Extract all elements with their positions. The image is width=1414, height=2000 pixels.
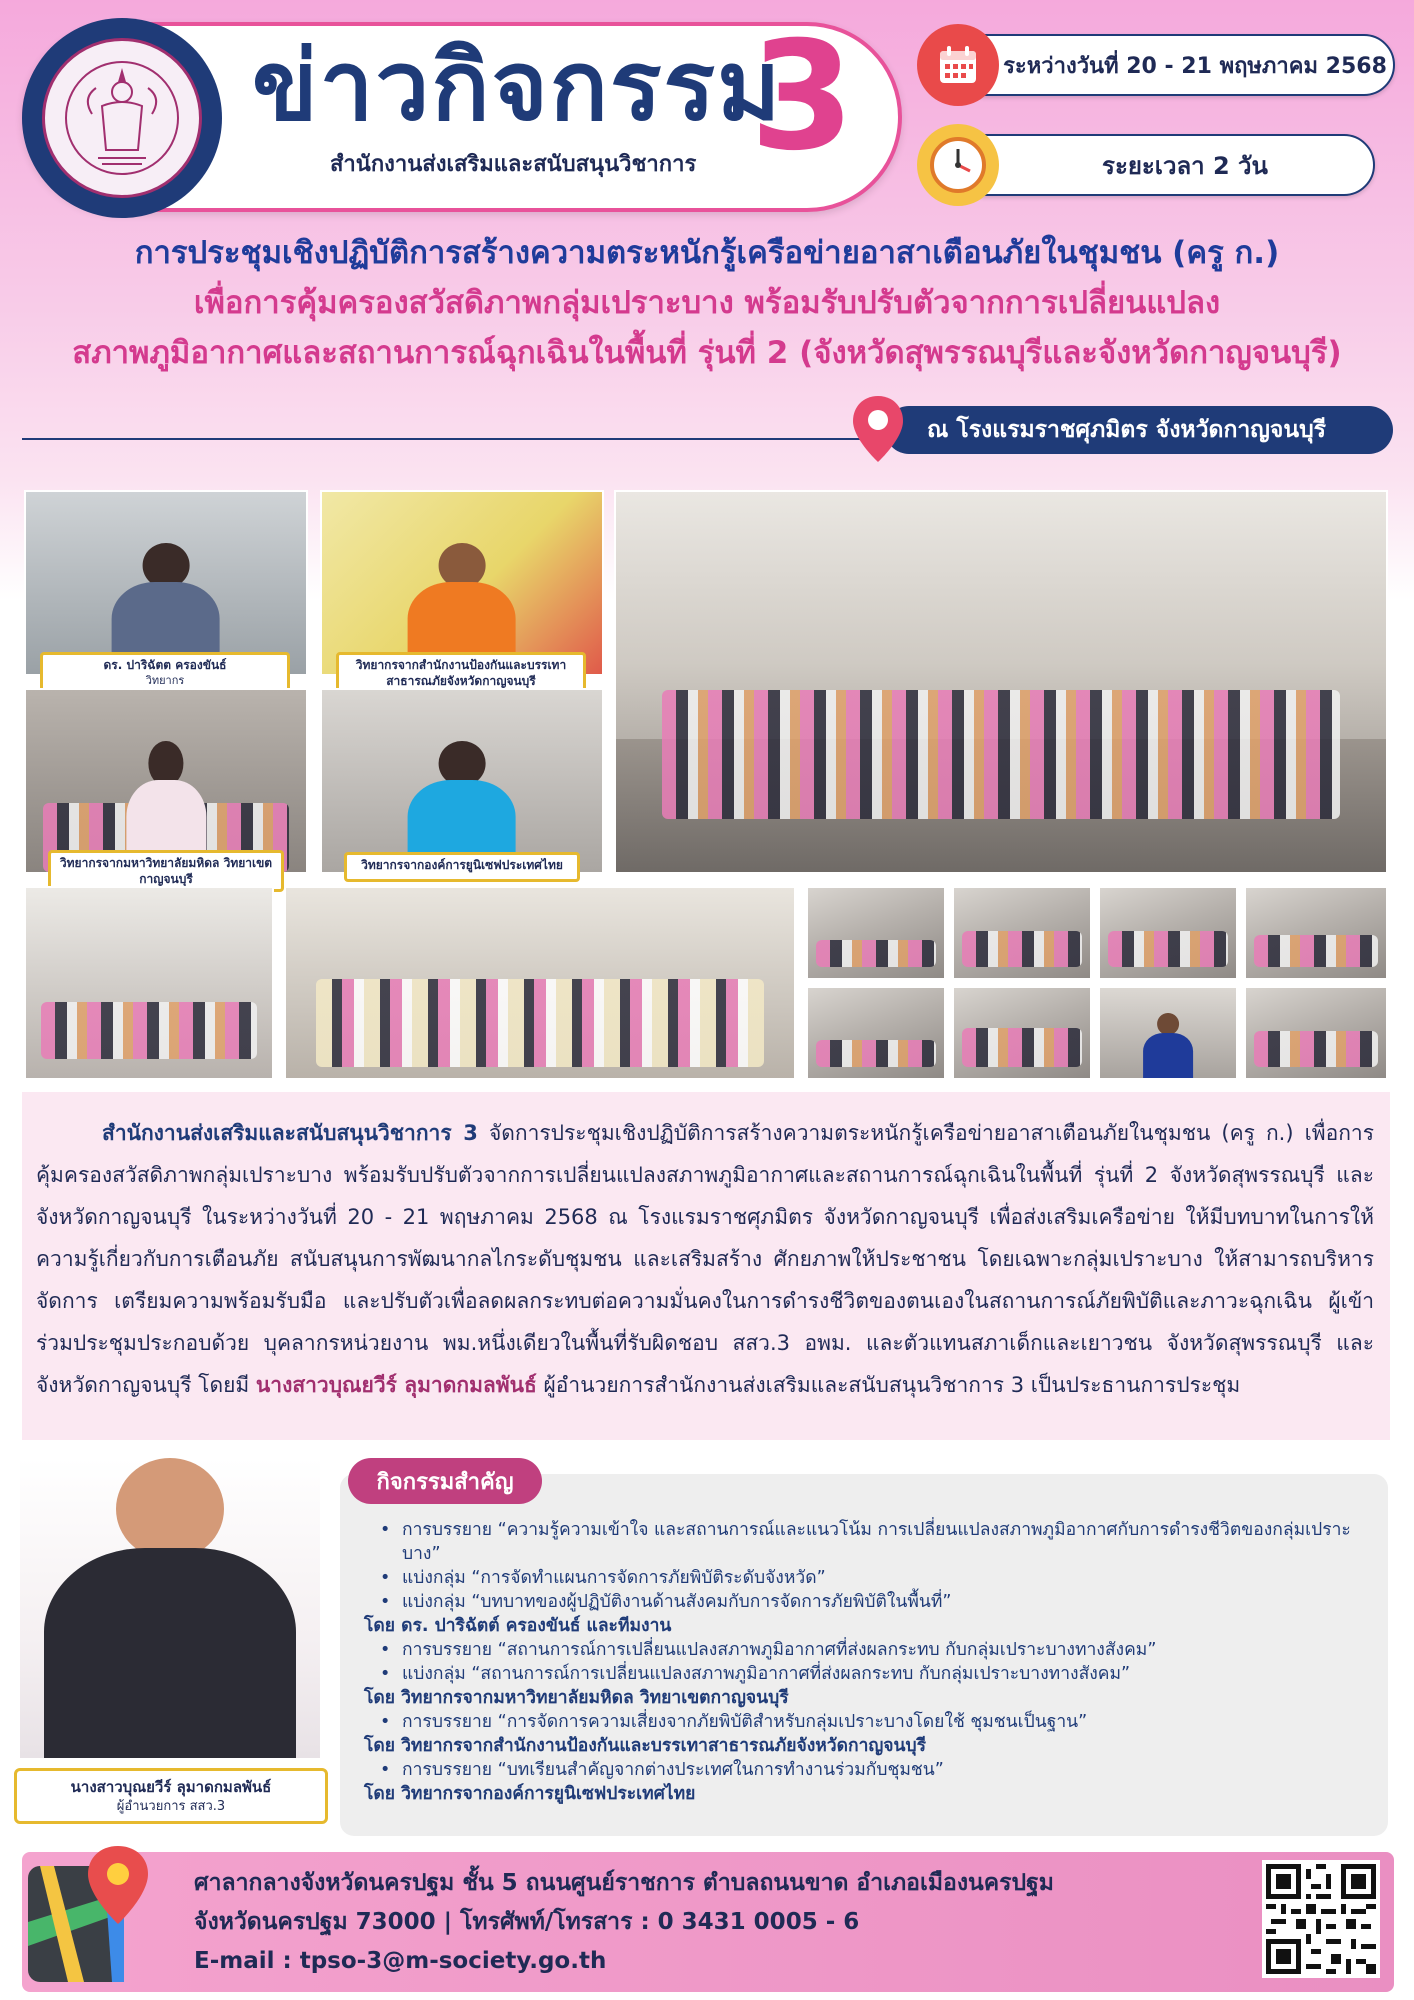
people — [816, 940, 936, 967]
activities-list — [364, 1518, 1374, 1806]
footer-phone: จังหวัดนครปฐม 73000 | โทรศัพท์/โทรสาร : 0 3431 0005 - 6 — [194, 1909, 860, 1935]
activity-item: • การบรรยาย “ความรู้ความเข้าใจ และสถานการณ์และแนวโน้ม การเปลี่ยนแปลงสภาพภูมิอากาศกับการดำรงชีวิตของกลุ่มเปราะบาง” — [402, 1518, 1374, 1566]
caption-speaker-1-name: ดร. ปาริฉัตต ครองขันธ์ — [103, 658, 227, 672]
location-pin-icon — [850, 394, 906, 464]
clock-icon — [917, 124, 999, 206]
photo-activity-6 — [952, 986, 1092, 1080]
people — [1254, 1031, 1377, 1067]
photo-speaker-1 — [24, 490, 308, 676]
participants-group — [662, 690, 1340, 819]
activity-group-4 — [364, 1758, 1374, 1782]
footer-address: ศาลากลางจังหวัดนครปฐม ชั้น 5 ถนนศูนย์ราชการ ตำบลถนนขาด อำเภอเมืองนครปฐม — [194, 1870, 1054, 1896]
photo-activity-1 — [806, 886, 946, 980]
page-title: ข่าวกิจกรรม — [252, 30, 783, 142]
map-pin-icon — [24, 1842, 164, 1986]
description-text-2: ผู้อำนวยการสำนักงานส่งเสริมและสนับสนุนวิชาการ 3 เป็นประธานการประชุม — [536, 1373, 1241, 1397]
photo-certificates — [284, 886, 796, 1080]
deity-emblem-icon — [62, 58, 182, 178]
headline-line-1: การประชุมเชิงปฏิบัติการสร้างความตระหนักรู้เครือข่ายอาสาเตือนภัยในชุมชน (ครู ก.) — [134, 235, 1280, 271]
activity-item: • การบรรยาย “การจัดการความเสี่ยงจากภัยพิบัติสำหรับกลุ่มเปราะบางโดยใช้ ชุมชนเป็นฐาน” — [402, 1710, 1374, 1734]
photo-activity-3 — [1098, 886, 1238, 980]
activity-item: • แบ่งกลุ่ม “บทบาทของผู้ปฏิบัติงานด้านสังคมกับการจัดการภัยพิบัติในพื้นที่” — [402, 1590, 1374, 1614]
footer-email: E-mail : tpso-3@m-society.go.th — [194, 1948, 607, 1974]
activity-item: • การบรรยาย “บทเรียนสำคัญจากต่างประเทศในการทำงานร่วมกับชุมชน” — [402, 1758, 1374, 1782]
caption-speaker-2-text: วิทยากรจากสำนักงานป้องกันและบรรเทาสาธารณภัยจังหวัดกาญจนบุรี — [355, 658, 567, 688]
activities-tag: กิจกรรมสำคัญ — [348, 1458, 542, 1504]
caption-speaker-4 — [344, 852, 580, 882]
director-figure — [20, 1458, 260, 1716]
date-pill — [955, 34, 1395, 96]
activity-item: • แบ่งกลุ่ม “การจัดทำแผนการจัดการภัยพิบัติระดับจังหวัด” — [402, 1566, 1374, 1590]
duration-pill — [955, 134, 1375, 196]
people — [962, 1028, 1082, 1068]
photo-activity-4 — [1244, 886, 1388, 980]
description-org: สำนักงานส่งเสริมและสนับสนุนวิชาการ 3 — [102, 1121, 478, 1145]
director-caption — [14, 1768, 328, 1824]
issue-number: 3 — [750, 10, 855, 184]
caption-speaker-3-text: วิทยากรจากมหาวิทยาลัยมหิดล วิทยาเขตกาญจนบุรี — [59, 856, 273, 886]
seal-logo-inner — [42, 38, 202, 198]
activity-item: • การบรรยาย “สถานการณ์การเปลี่ยนแปลงสภาพภูมิอากาศที่ส่งผลกระทบ กับกลุ่มเปราะบางทางสังคม” — [402, 1638, 1374, 1662]
photo-activity-8 — [1244, 986, 1388, 1080]
location-pill — [885, 406, 1393, 454]
divider — [22, 438, 862, 440]
org-name: สำนักงานส่งเสริมและสนับสนุนวิชาการ — [330, 152, 697, 177]
duration-label: ระยะเวลา 2 วัน — [1102, 151, 1268, 180]
description-chair: นางสาวบุณยวีร์ ลุมาดกมลพันธ์ — [255, 1373, 537, 1397]
photo-activity-2 — [952, 886, 1092, 980]
activity-presenter: โดย วิทยากรจากสำนักงานป้องกันและบรรเทาสาธารณภัยจังหวัดกาญจนบุรี — [364, 1736, 927, 1756]
date-label: ระหว่างวันที่ 20 - 21 พฤษภาคม 2568 — [1003, 53, 1387, 79]
qr-code — [1262, 1860, 1380, 1978]
photo-speaker-3 — [24, 688, 308, 874]
caption-speaker-4-text: วิทยากรจากองค์การยูนิเซฟประเทศไทย — [361, 858, 563, 872]
people — [1108, 931, 1228, 967]
photo-speaker-2 — [320, 490, 604, 676]
photo-activity-7 — [1098, 986, 1238, 1080]
director-name: นางสาวบุณยวีร์ ลุมาดกมลพันธ์ — [70, 1778, 272, 1796]
activity-group-1 — [364, 1518, 1374, 1614]
headline-line-2: เพื่อการคุ้มครองสวัสดิภาพกลุ่มเปราะบาง พร้อมรับปรับตัวจากการเปลี่ยนแปลง — [193, 285, 1221, 321]
caption-speaker-1-role: วิทยากร — [145, 674, 185, 687]
director-role: ผู้อำนวยการ สสว.3 — [116, 1799, 226, 1814]
people — [816, 1040, 936, 1067]
people — [962, 931, 1082, 967]
location-label: ณ โรงแรมราชศุภมิตร จังหวัดกาญจนบุรี — [927, 417, 1327, 443]
speaker-figure — [1138, 1013, 1198, 1078]
activity-presenter: โดย วิทยากรจากมหาวิทยาลัยมหิดล วิทยาเขตกาญจนบุรี — [364, 1688, 789, 1708]
photo-speaker-4 — [320, 688, 604, 874]
activity-item: • แบ่งกลุ่ม “สถานการณ์การเปลี่ยนแปลงสภาพภูมิอากาศที่ส่งผลกระทบ กับกลุ่มเปราะบางทางสังคม” — [402, 1662, 1374, 1686]
participants-seated — [41, 1002, 258, 1059]
footer-contact — [194, 1864, 1244, 1981]
participants-with-certificates — [316, 979, 763, 1066]
photo-group-main — [614, 490, 1388, 874]
director-photo — [20, 1458, 320, 1758]
headline — [20, 228, 1394, 378]
activity-group-3 — [364, 1710, 1374, 1734]
activity-presenter: โดย ดร. ปาริฉัตต์ ครองขันธ์ และทีมงาน — [364, 1616, 672, 1636]
activity-presenter: โดย วิทยากรจากองค์การยูนิเซฟประเทศไทย — [364, 1784, 696, 1804]
description-text-1: จัดการประชุมเชิงปฏิบัติการสร้างความตระหนักรู้เครือข่ายอาสาเตือนภัยในชุมชน (ครู ก.) เพื่อการคุ้มครองสวัสดิภาพกลุ่มเปราะบาง พร้อมรับปรับตัวจากการเปลี่ยนแปลงสภาพภูมิอากาศและสถานการณ์ฉุกเฉินในพื้นที่ รุ่นที่ 2 จังหวัดสุพรรณบุรี และจังหวัดกาญจนบุรี ในระหว่างวันที่ 20 - 21 พฤษภาคม 2568 ณ โรงแรมราชศุภมิตร จังหวัดกาญจนบุรี เพื่อส่งเสริมเครือข่าย ให้มีบทบาทในการให้ความรู้เกี่ยวกับการเตือนภัย สนับสนุนการพัฒนากลไกระดับชุมชน และเสริมสร้าง ศักยภาพให้ประชาชน โดยเฉพาะกลุ่มเปราะบาง ให้สามารถบริหารจัดการ เตรียมความพร้อมรับมือ และปรับตัวเพื่อลดผลกระทบต่อความมั่นคงในการดำรงชีวิตของตนเองในสถานการณ์ภัยพิบัติและภาวะฉุกเฉิน ผู้เข้าร่วมประชุมประกอบด้วย บุคลากรหน่วยงาน พม.หนึ่งเดียวในพื้นที่รับผิดชอบ สสว.3 อพม. และตัวแทนสภาเด็กและเยาวชน จังหวัดสุพรรณบุรี และจังหวัดกาญจนบุรี โดยมี — [36, 1121, 1375, 1397]
description-block — [22, 1092, 1390, 1440]
photo-meeting-room — [24, 886, 274, 1080]
seal-logo — [22, 18, 222, 218]
activity-group-2 — [364, 1638, 1374, 1686]
photo-activity-5 — [806, 986, 946, 1080]
calendar-icon — [917, 24, 999, 106]
people — [1254, 935, 1377, 967]
headline-line-3: สภาพภูมิอากาศและสถานการณ์ฉุกเฉินในพื้นที่ รุ่นที่ 2 (จังหวัดสุพรรณบุรีและจังหวัดกาญจนบุรี) — [72, 335, 1342, 371]
